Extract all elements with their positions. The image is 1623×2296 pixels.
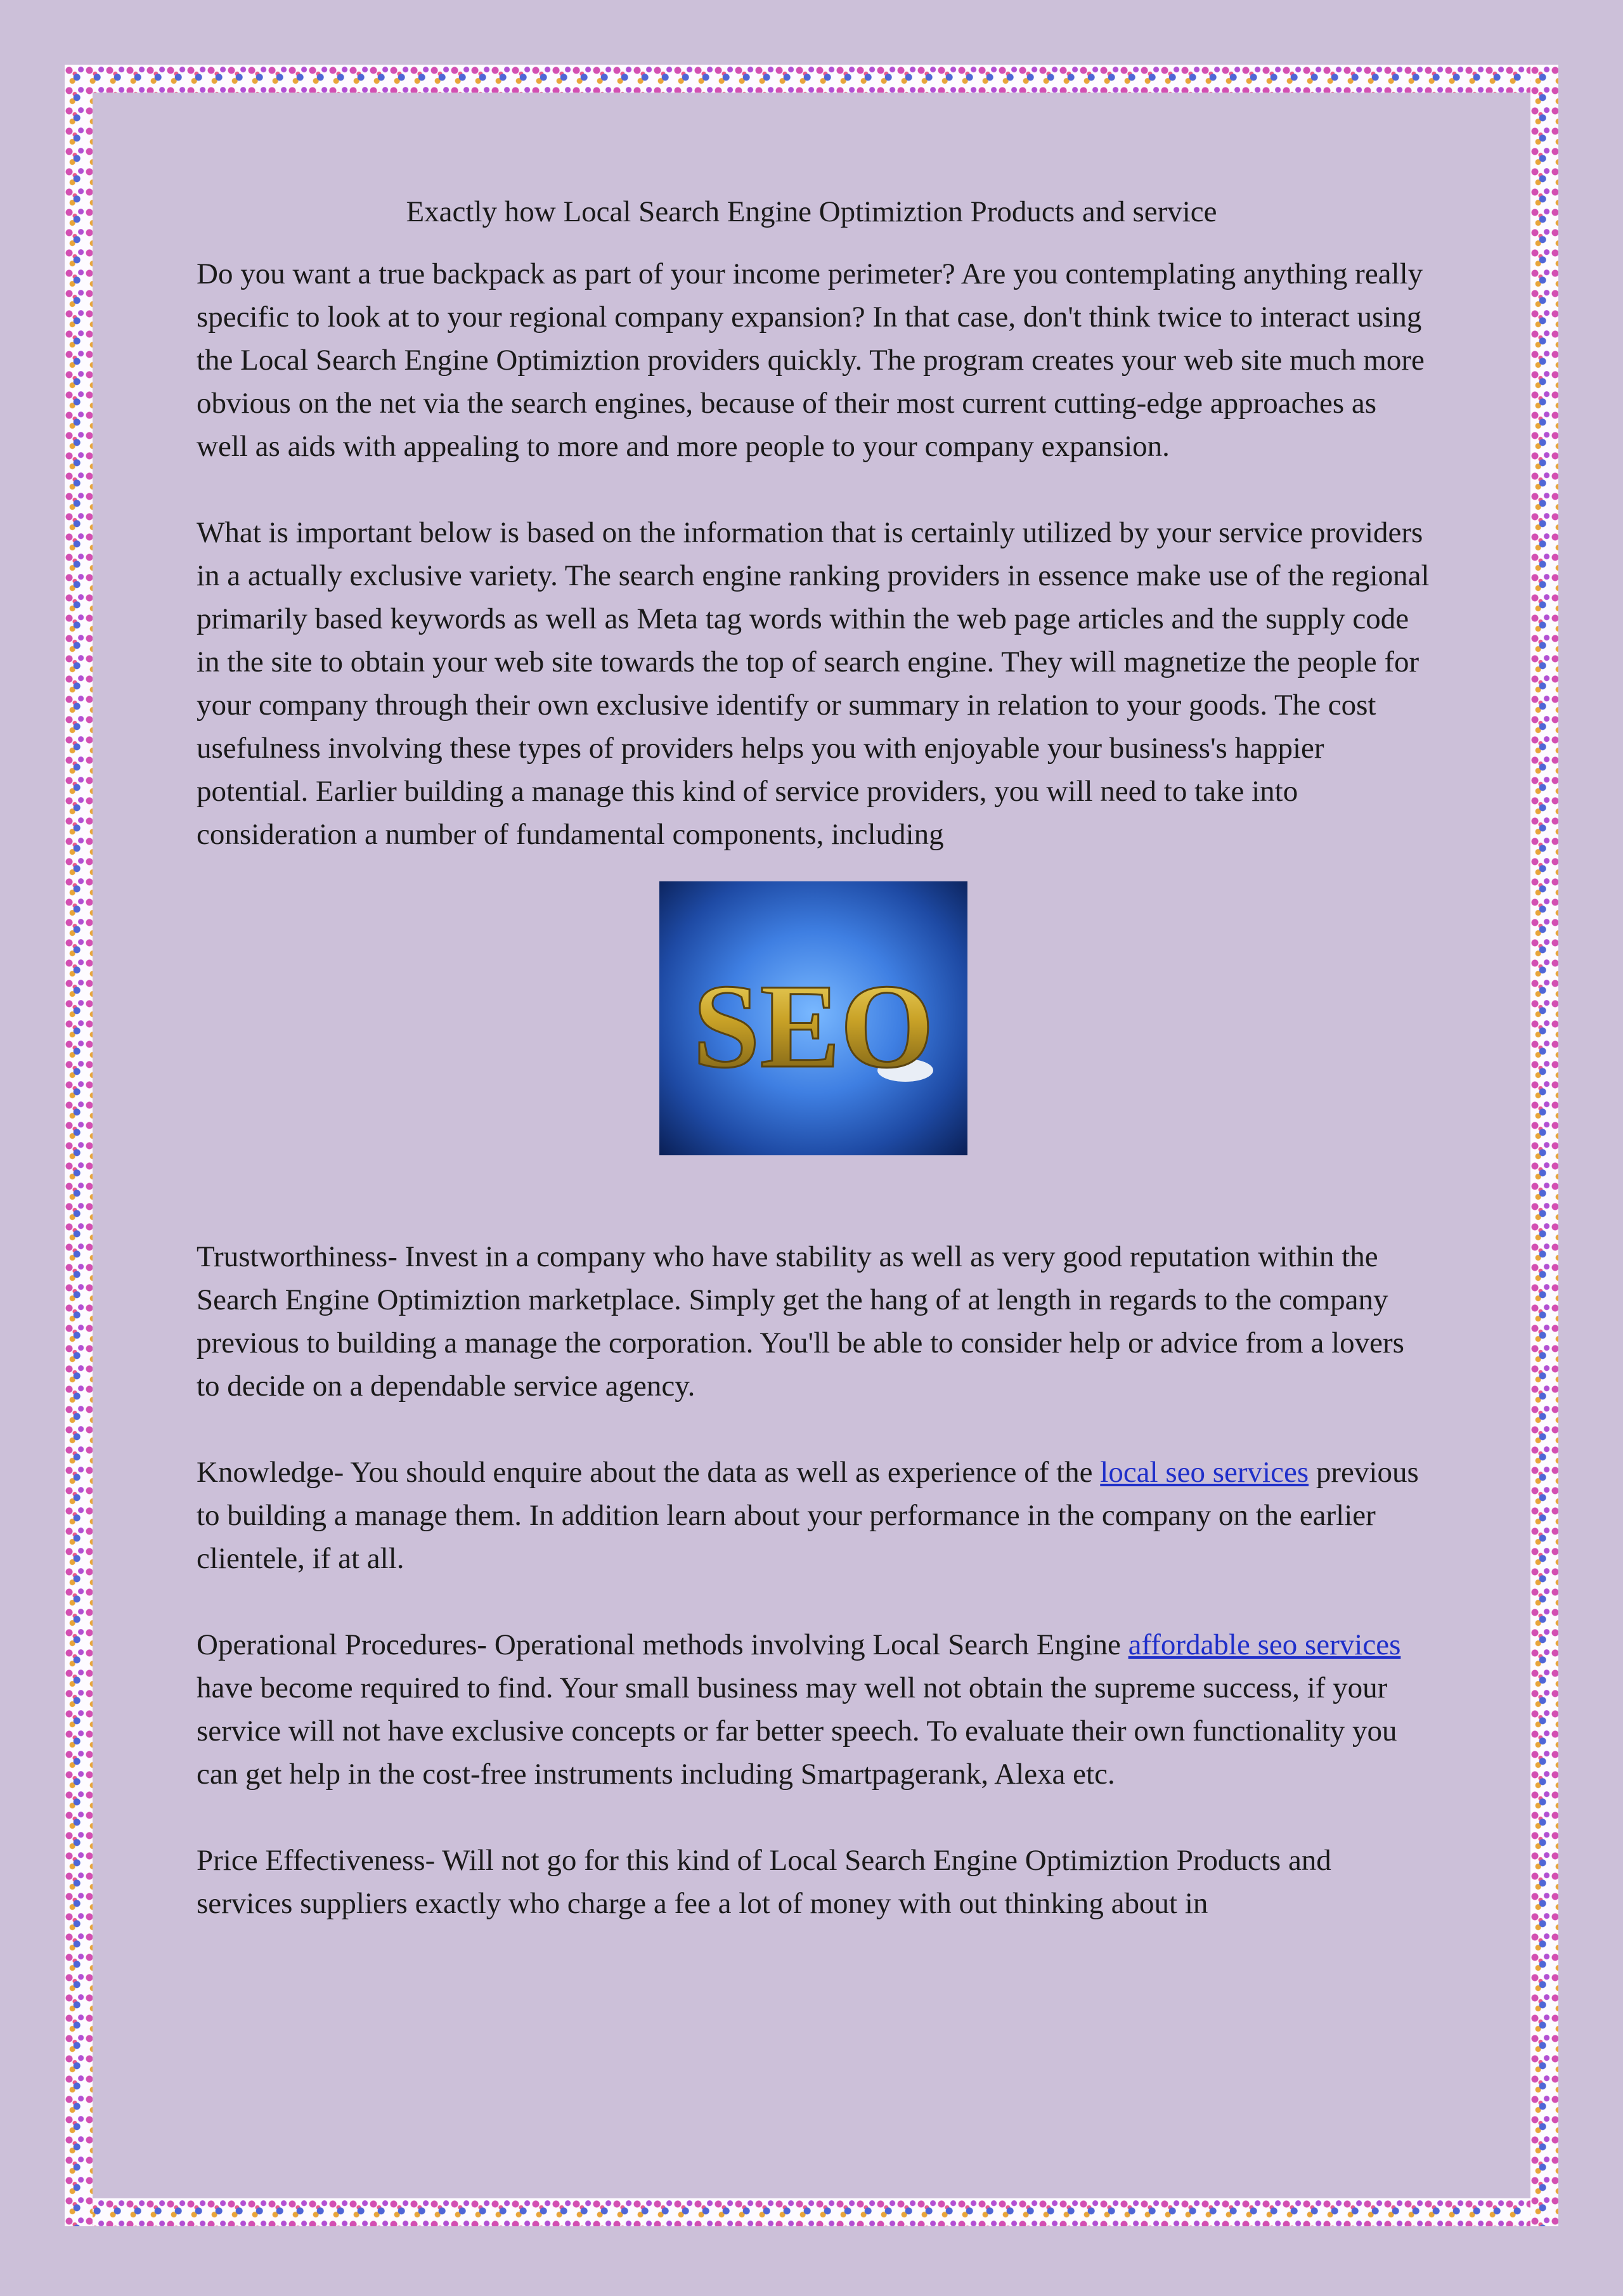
page-title: Exactly how Local Search Engine Optimiztion Products and service (406, 195, 1217, 228)
decorative-border-right (1530, 65, 1558, 2226)
operational-text-start: Operational Procedures- Operational methods involving Local Search Engine (197, 1628, 1128, 1661)
paragraph-information: What is important below is based on the information that is certainly utilized by your service providers in a actually exclusive variety. The search engine ranking providers in essence make use of the regional primarily based keywords as well as Meta tag words within the web page articles and the supply code in the site to obtain your web site towards the top of search engine. They will magnetize the people for your company through their own exclusive identify or summary in relation to your goods. The cost usefulness involving these types of providers helps you with enjoyable your business's happier potential. Earlier building a manage this kind of service providers, you will need to take into consideration a number of fundamental components, including (197, 516, 1430, 851)
knowledge-text-start: Knowledge- You should enquire about the data as well as experience of the (197, 1456, 1101, 1489)
decorative-border-left (65, 65, 93, 2226)
affordable-seo-services-link[interactable]: affordable seo services (1128, 1628, 1401, 1661)
paragraph-price: Price Effectiveness- Will not go for this kind of Local Search Engine Optimiztion Products and services suppliers exactly who charge a fee a lot of money with out thinking about in (197, 1844, 1331, 1920)
seo-text: SEO (692, 960, 934, 1093)
paragraph-knowledge (197, 1451, 1433, 1580)
decorative-border-top (65, 65, 1558, 93)
seo-logo-image (659, 881, 967, 1155)
paragraph-trustworthiness: Trustworthiness- Invest in a company who have stability as well as very good reputation within the Search Engine Optimiztion marketplace. Simply get the hang of at length in regards to the company previous to building a manage the corporation. You'll be able to consider help or advice from a lovers to decide on a dependable service agency. (197, 1240, 1404, 1403)
paragraph-operational (197, 1623, 1433, 1796)
operational-text-end: have become required to find. Your small business may well not obtain the supreme success, if your service will not have exclusive concepts or far better speech. To evaluate their own functionality you can get help in the cost-free instruments including Smartpagerank, Alexa etc. (197, 1671, 1397, 1791)
paragraph-intro: Do you want a true backpack as part of your income perimeter? Are you contemplating anything really specific to look at to your regional company expansion? In that case, don't think twice to interact using the Local Search Engine Optimiztion providers quickly. The program creates your web site much more obvious on the net via the search engines, because of their most current cutting-edge approaches as well as aids with appealing to more and more people to your company expansion. (197, 257, 1425, 463)
local-seo-services-link[interactable]: local seo services (1100, 1456, 1309, 1489)
knowledge-text-end: previous to building a manage them. In addition learn about your performance in the company on the earlier clientele, if at all. (197, 1456, 1419, 1575)
document-body (197, 190, 1433, 1968)
seo-graphic (659, 881, 967, 1155)
figure-container (197, 881, 1433, 1155)
decorative-border-bottom (65, 2198, 1558, 2226)
